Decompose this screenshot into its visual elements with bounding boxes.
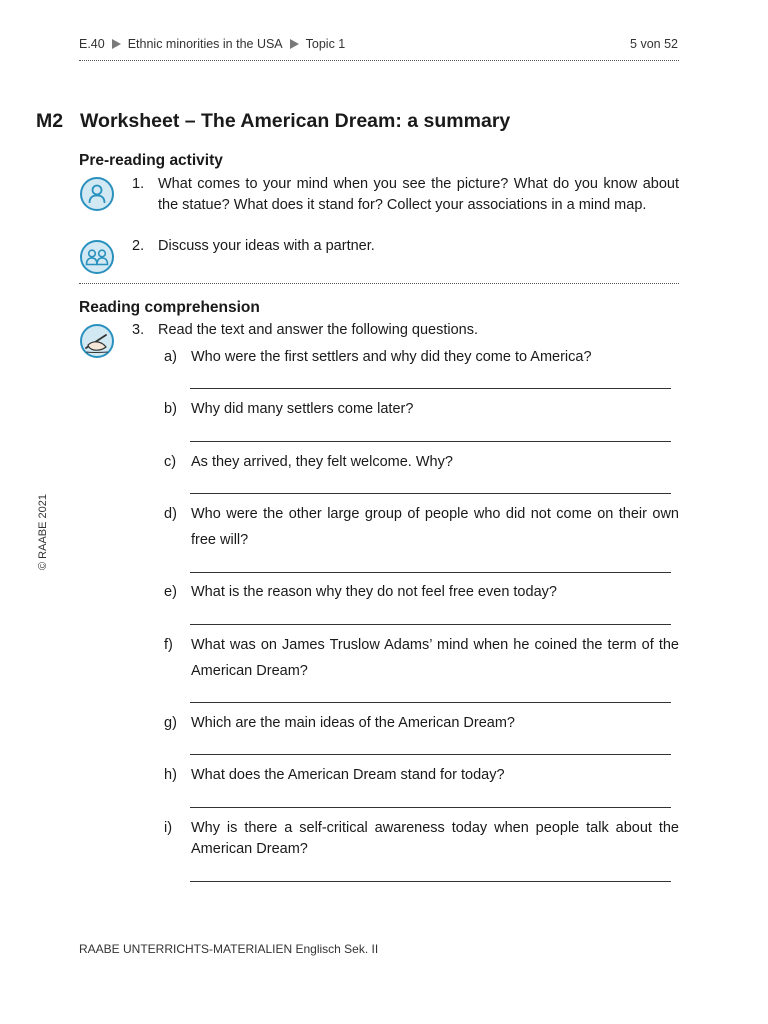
breadcrumb: [79, 37, 345, 51]
page-number: 5 von 52: [630, 37, 678, 51]
question-text: Which are the main ideas of the American Dream?: [191, 715, 515, 731]
section-heading-prereading: Pre-reading activity: [79, 152, 223, 169]
question-text: What does the American Dream stand for today?: [191, 767, 505, 783]
two-people-icon: [80, 240, 114, 274]
task-number: 2.: [132, 238, 145, 254]
answer-line[interactable]: [190, 702, 671, 703]
writing-hand-icon: [80, 324, 114, 358]
task-text: Read the text and answer the following questions.: [158, 322, 479, 338]
answer-line[interactable]: [190, 388, 671, 389]
task-2: [132, 236, 679, 257]
single-person-icon: [80, 177, 114, 211]
question-f: [164, 632, 679, 684]
question-letter: i): [164, 820, 173, 836]
page-title: [36, 110, 510, 133]
question-letter: d): [164, 506, 177, 522]
question-text: What is the reason why they do not feel free even today?: [191, 584, 557, 600]
question-text: Who were the first settlers and why did they come to America?: [191, 349, 592, 365]
section-divider: [79, 283, 679, 284]
question-b: [164, 396, 679, 422]
task-1: [132, 174, 679, 215]
question-i: [164, 818, 679, 860]
question-text: Why did many settlers come later?: [191, 401, 414, 417]
question-letter: g): [164, 715, 177, 731]
material-code: M2: [36, 110, 64, 132]
answer-line[interactable]: [190, 493, 671, 494]
header-divider: [79, 60, 679, 61]
breadcrumb-item-unit: E.40: [79, 37, 105, 51]
section-heading-reading: Reading comprehension: [79, 299, 260, 316]
question-text: Why is there a self-critical awareness today when people talk about the American Dream?: [191, 820, 679, 857]
task-number: 1.: [132, 176, 145, 192]
question-letter: a): [164, 349, 177, 365]
question-letter: b): [164, 401, 177, 417]
answer-line[interactable]: [190, 624, 671, 625]
question-text: Who were the other large group of people who did not come on their own free will?: [191, 506, 679, 548]
question-a: [164, 344, 679, 370]
answer-line[interactable]: [190, 807, 671, 808]
task-3: [132, 320, 679, 341]
question-g: [164, 710, 679, 736]
triangle-right-icon: [112, 39, 121, 49]
task-text: What comes to your mind when you see the picture? What do you know about the statue? What does it stand for? Collect your associations in a mind map.: [158, 176, 679, 213]
task-text: Discuss your ideas with a partner.: [158, 238, 375, 254]
worksheet-title: Worksheet – The American Dream: a summary: [80, 110, 511, 132]
question-letter: h): [164, 767, 177, 783]
question-e: [164, 579, 679, 605]
question-d: [164, 501, 679, 553]
copyright-text: © RAABE 2021: [37, 494, 49, 570]
question-letter: c): [164, 454, 177, 470]
question-text: As they arrived, they felt welcome. Why?: [191, 454, 453, 470]
task-number: 3.: [132, 322, 145, 338]
answer-line[interactable]: [190, 754, 671, 755]
question-text: What was on James Truslow Adams’ mind when he coined the term of the American Dream?: [191, 637, 679, 679]
question-letter: e): [164, 584, 177, 600]
triangle-right-icon: [290, 39, 299, 49]
footer-publisher: RAABE UNTERRICHTS-MATERIALIEN Englisch Sek. II: [79, 942, 379, 956]
breadcrumb-item-topic: Topic 1: [305, 37, 346, 51]
answer-line[interactable]: [190, 572, 671, 573]
answer-line[interactable]: [190, 881, 671, 882]
question-letter: f): [164, 637, 173, 653]
copyright-notice: [36, 492, 50, 572]
answer-line[interactable]: [190, 441, 671, 442]
question-h: [164, 762, 679, 788]
breadcrumb-item-theme: Ethnic minorities in the USA: [127, 37, 283, 51]
question-c: [164, 449, 679, 475]
